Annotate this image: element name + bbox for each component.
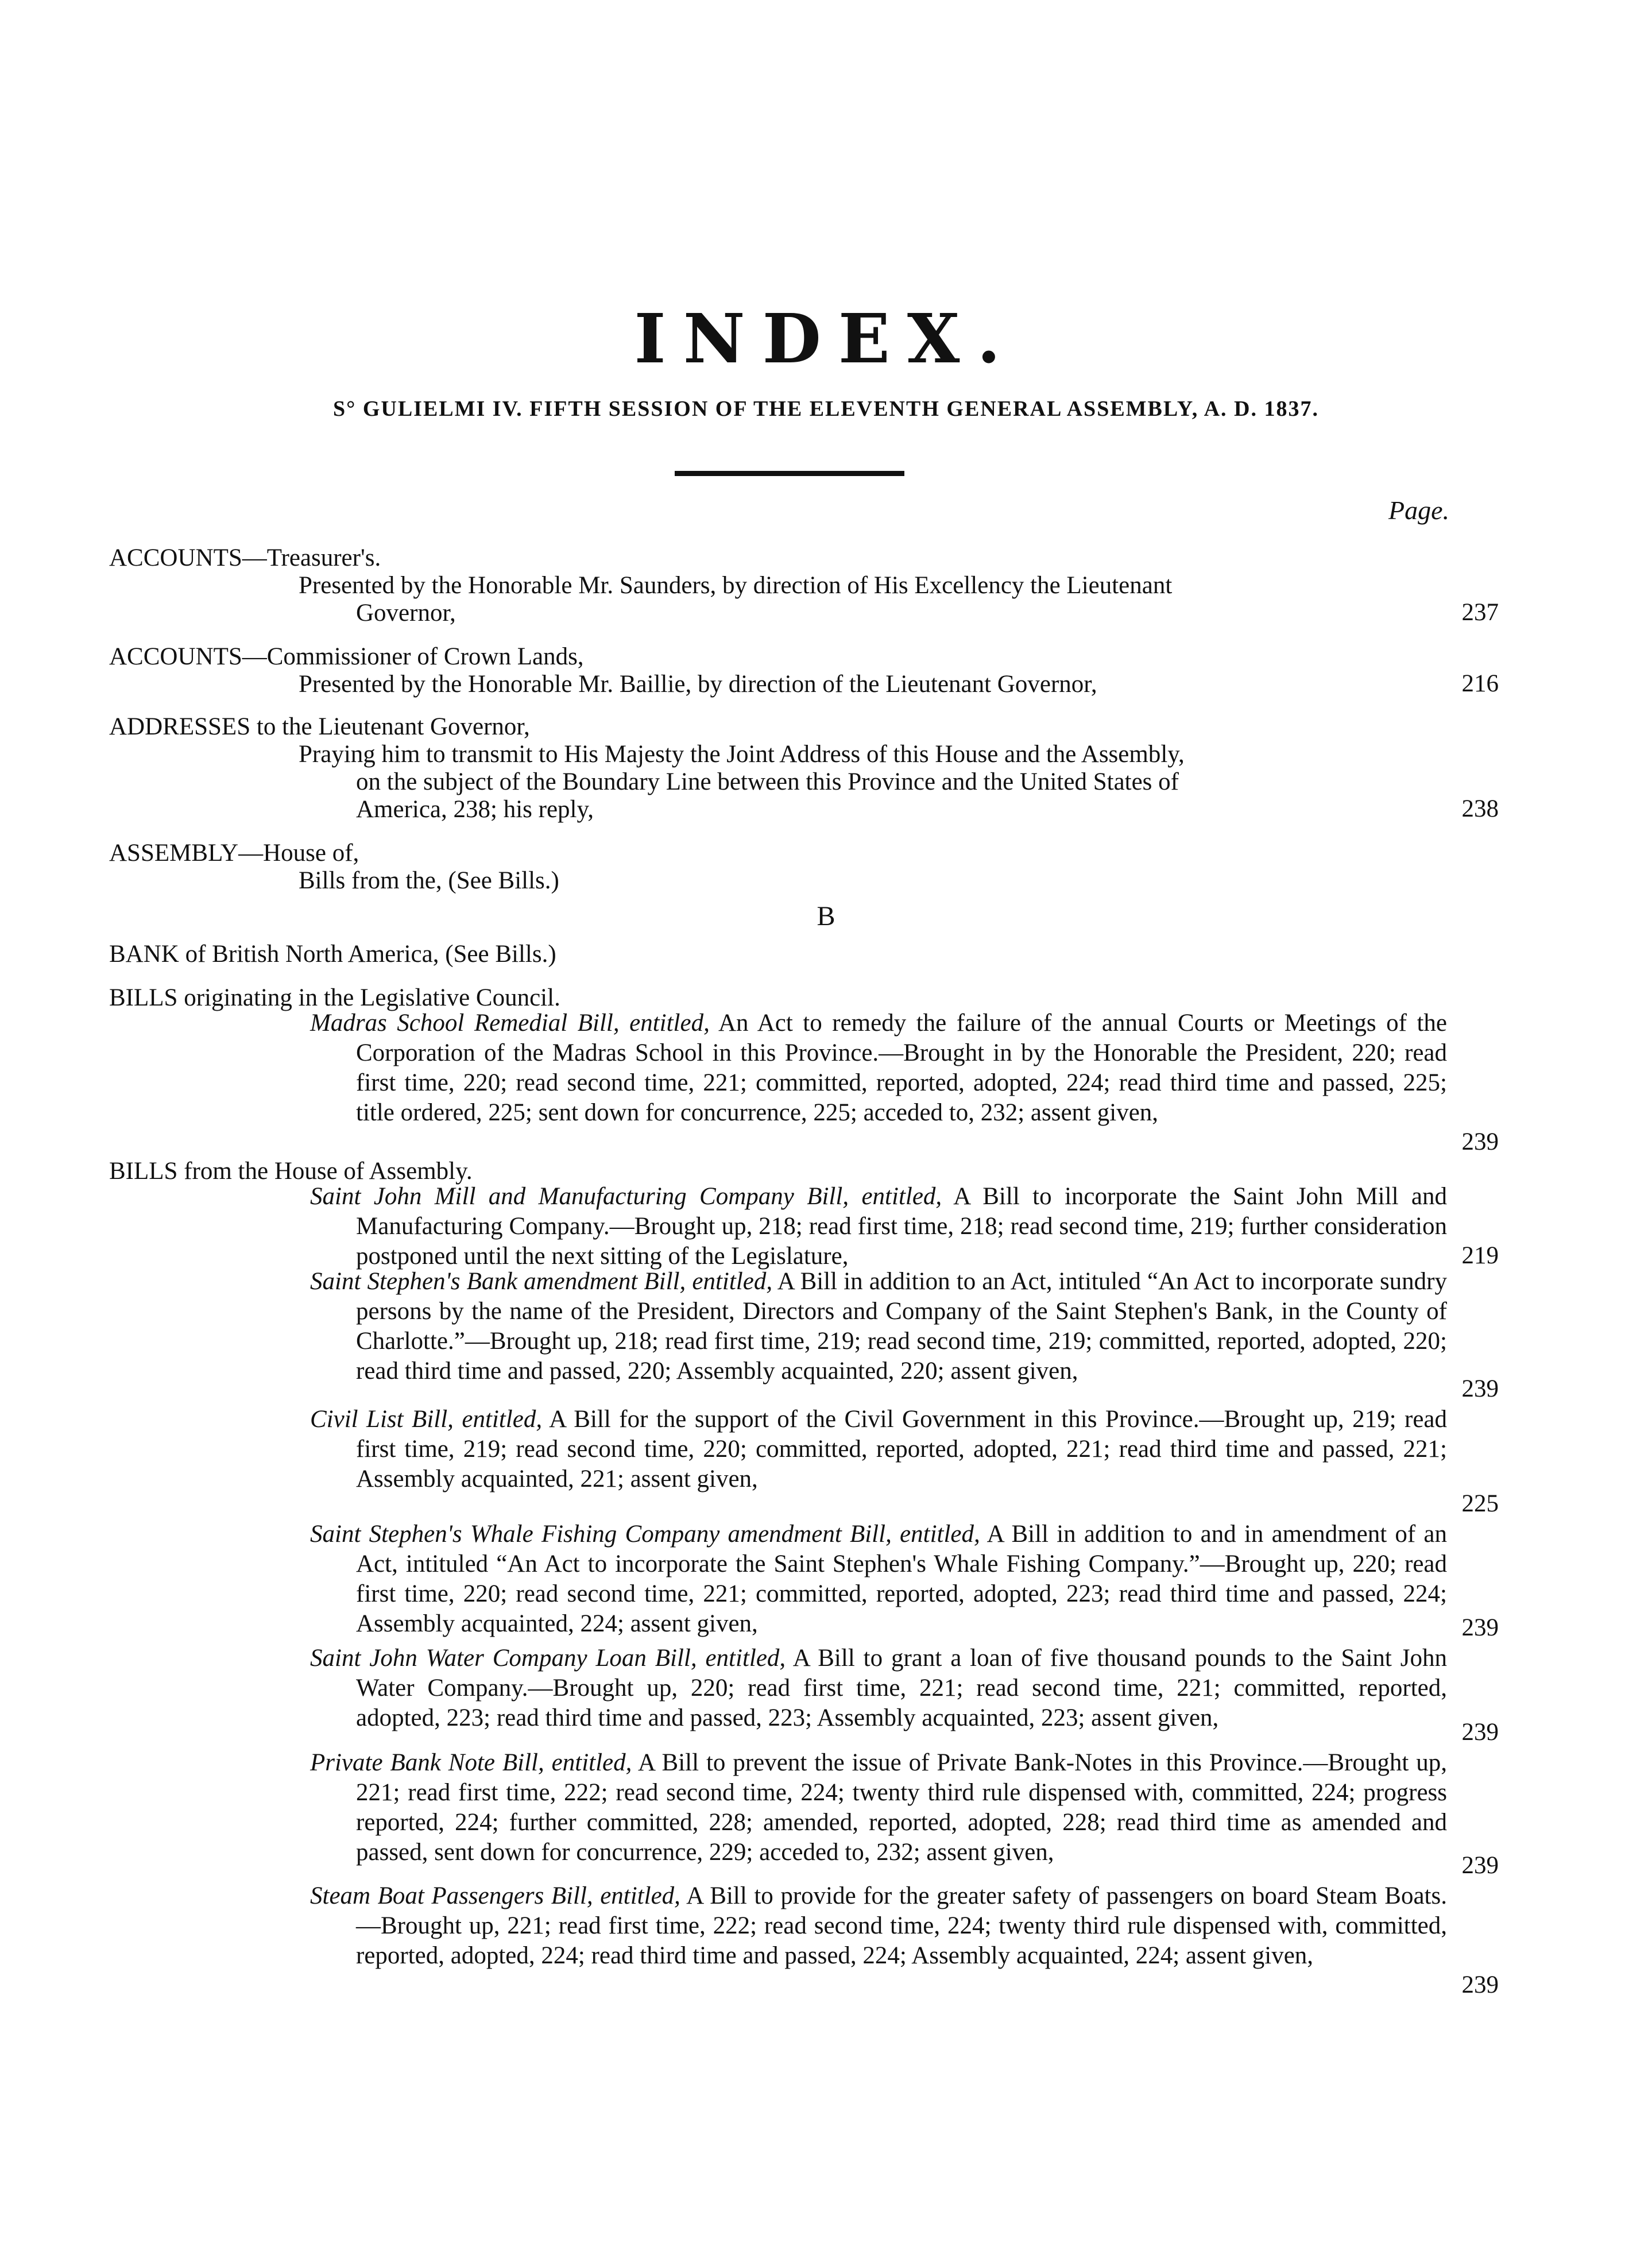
bill-text	[310, 1182, 1447, 1271]
page-number: 239	[1461, 1375, 1499, 1402]
page-title: INDEX.	[634, 299, 1018, 378]
bill-description: An Act to remedy the failure of the annual Courts or Meetings of the Corporation of the Madras School in this Province.—Brought in by the Honorable the President, 220; read first time, 220; read second time, 221; committed, reported, adopted, 224; read third time and passed, 225; title ordered, 225; sent down for concurrence, 225; acceded to, 232; assent given,	[356, 1010, 1447, 1126]
entry-heading-bank: BANK of British North America, (See Bills.)	[109, 941, 556, 968]
bill-text	[310, 1881, 1447, 1971]
page-number: 225	[1461, 1490, 1499, 1517]
entry-line: Presented by the Honorable Mr. Baillie, by direction of the Lieutenant Governor,	[299, 671, 1097, 698]
entry-line: America, 238; his reply,	[356, 796, 594, 823]
bill-entry	[310, 1519, 1447, 1639]
bill-text	[310, 1405, 1447, 1494]
bill-entry	[310, 1748, 1447, 1867]
bill-entry	[310, 1644, 1447, 1733]
bill-name: Private Bank Note Bill, entitled,	[310, 1749, 632, 1776]
bill-text	[310, 1519, 1448, 1639]
bill-text	[310, 1644, 1447, 1733]
entry-heading-assembly: ASSEMBLY—House of,	[109, 840, 359, 867]
bill-name: Saint Stephen's Bank amendment Bill, entitled,	[310, 1268, 773, 1295]
bill-entry	[310, 1881, 1447, 1971]
bill-name: Civil List Bill, entitled,	[310, 1406, 543, 1433]
entry-line: Governor,	[356, 600, 456, 627]
bill-entry	[310, 1008, 1447, 1128]
page-subtitle: S° GULIELMI IV. FIFTH SESSION OF THE ELEVENTH GENERAL ASSEMBLY, A. D. 1837.	[333, 397, 1319, 421]
section-letter-b: B	[817, 901, 835, 931]
bill-text	[310, 1267, 1447, 1386]
bill-description: A Bill to incorporate the Saint John Mill and Manufacturing Company.—Brought up, 218; read first time, 218; read second time, 219; further consideration postponed until the next sitting of the Legislature,	[356, 1183, 1447, 1270]
bill-name: Saint John Mill and Manufacturing Company Bill, entitled,	[310, 1183, 942, 1210]
bill-name: Steam Boat Passengers Bill, entitled,	[310, 1882, 680, 1909]
page-number: 239	[1461, 1614, 1499, 1641]
page-number: 239	[1461, 1852, 1499, 1879]
entry-heading-accounts-treasurer: ACCOUNTS—Treasurer's.	[109, 544, 381, 571]
bill-description: A Bill to grant a loan of five thousand pounds to the Saint John Water Company.—Brought up, 220; read first time, 221; read second time, 221; committed, reported, adopted, 223; read third time and passed, 223; Assembly acquainted, 223; assent given,	[356, 1645, 1447, 1731]
bill-description: A Bill for the support of the Civil Government in this Province.—Brought up, 219; read first time, 219; read second time, 220; committed, reported, adopted, 221; read third time and passed, 221; Assembly acquainted, 221; assent given,	[356, 1406, 1447, 1492]
bill-name: Saint John Water Company Loan Bill, entitled,	[310, 1645, 786, 1672]
page-number: 216	[1461, 670, 1499, 697]
entry-heading-bills-assembly: BILLS from the House of Assembly.	[109, 1158, 473, 1185]
entry-line: Bills from the, (See Bills.)	[299, 867, 559, 894]
bill-entry	[310, 1267, 1447, 1386]
entry-heading-accounts-commissioner: ACCOUNTS—Commissioner of Crown Lands,	[109, 643, 584, 670]
bill-description: A Bill to prevent the issue of Private Bank-Notes in this Province.—Brought up, 221; read first time, 222; read second time, 224; twenty third rule dispensed with, committed, 224; progress reported, 224; further committed, 228; amended, reported, adopted, 228; read third time as amended and passed, sent down for concurrence, 229; acceded to, 232; assent given,	[356, 1749, 1448, 1866]
page-number: 239	[1461, 1128, 1499, 1155]
bill-description: A Bill to provide for the greater safety of passengers on board Steam Boats.—Brought up, 221; read first time, 222; read second time, 224; twenty third rule dispensed with, committed, reported, adopted, 224; read third time and passed, 224; Assembly acquainted, 224; assent given,	[356, 1882, 1447, 1969]
page-column-label: Page.	[1388, 496, 1450, 525]
page-number: 239	[1461, 1971, 1499, 1998]
bill-name: Saint Stephen's Whale Fishing Company amendment Bill, entitled,	[310, 1521, 980, 1548]
bill-entry	[310, 1405, 1447, 1494]
title-rule	[675, 471, 904, 476]
page-number: 238	[1461, 795, 1499, 822]
page-number: 237	[1461, 599, 1499, 626]
entry-line: Presented by the Honorable Mr. Saunders, by direction of His Excellency the Lieutenant	[299, 572, 1173, 599]
bill-text	[310, 1748, 1448, 1867]
page-number: 239	[1461, 1719, 1499, 1746]
bill-text	[310, 1008, 1447, 1128]
bill-name: Madras School Remedial Bill, entitled,	[310, 1010, 710, 1037]
entry-heading-addresses: ADDRESSES to the Lieutenant Governor,	[109, 713, 530, 740]
entry-line: on the subject of the Boundary Line between this Province and the United States of	[356, 768, 1179, 795]
bill-description: A Bill in addition to and in amendment of an Act, intituled “An Act to incorporate the Saint Stephen's Whale Fishing Company.”—Brought up, 220; read first time, 220; read second time, 221; committed, reported, adopted, 223; read third time and passed, 224; Assembly acquainted, 224; assent given,	[356, 1521, 1448, 1637]
bill-entry	[310, 1182, 1447, 1271]
entry-line: Praying him to transmit to His Majesty the Joint Address of this House and the Assembly,	[299, 741, 1185, 768]
entry-heading-bills-council: BILLS originating in the Legislative Council.	[109, 984, 560, 1011]
page-number: 219	[1461, 1242, 1499, 1269]
bill-description: A Bill in addition to an Act, intituled “An Act to incorporate sundry persons by the name of the President, Directors and Company of the Saint Stephen's Bank, in the County of Charlotte.”—Brought up, 218; read first time, 219; read second time, 219; committed, reported, adopted, 220; read third time and passed, 220; Assembly acquainted, 220; assent given,	[356, 1268, 1447, 1385]
